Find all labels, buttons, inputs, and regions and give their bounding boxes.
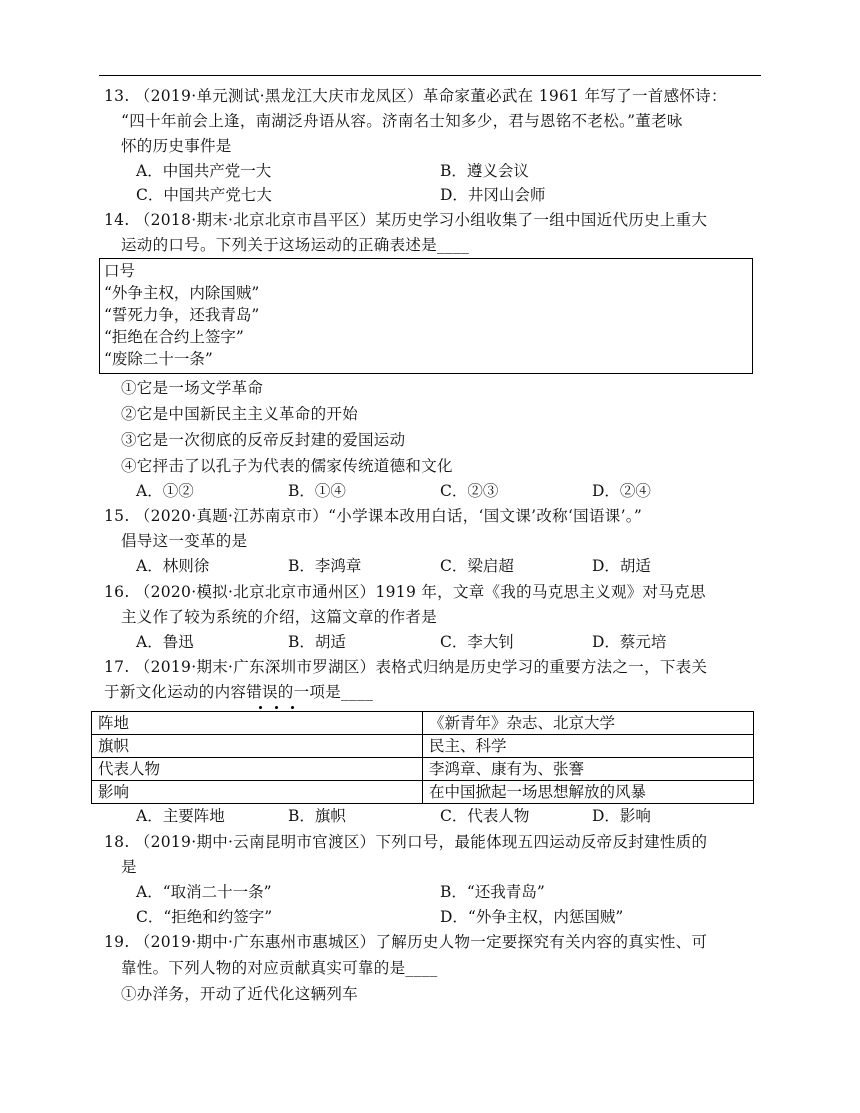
table-row [92,735,754,758]
q17-table [91,711,754,804]
table-cell: 李鸿章、康有为、张謇 [423,758,754,781]
q16-stem-line-2: 主义作了较为系统的介绍，这篇文章的作者是 [121,608,438,626]
q18-option-c[interactable]: C．“拒绝和约签字” [136,908,273,926]
q14-slogan-2: “誓死力争，还我青岛” [104,306,260,324]
emphasis-dot [275,706,278,709]
q14-stem-line-2: 运动的口号。下列关于这场运动的正确表述是____ [121,236,470,254]
q18-stem-line-2: 是 [121,858,137,876]
q13-option-a[interactable]: A．中国共产党一大 [136,162,272,180]
q14-statement-4: ④它抨击了以孔子为代表的儒家传统道德和文化 [121,457,453,475]
table-cell: 代表人物 [92,758,423,781]
q16-option-d[interactable]: D．蔡元培 [592,633,667,651]
q15-option-d[interactable]: D．胡适 [592,557,651,575]
q14-option-c[interactable]: C．②③ [440,482,499,500]
table-cell: 在中国掀起一场思想解放的风暴 [423,781,754,804]
q13-stem-line-2: “四十年前会上逢，南湖泛舟语从容。济南名士知多少，君与恩铭不老松。”董老咏 [121,112,683,130]
table-row [92,712,754,735]
emphasis-dot [259,706,262,709]
q16-option-a[interactable]: A．鲁迅 [136,633,194,651]
q17-option-c[interactable]: C．代表人物 [440,807,530,825]
q13-option-b[interactable]: B．遵义会议 [440,162,529,180]
q17-option-d[interactable]: D．影响 [592,807,651,825]
q14-option-b[interactable]: B．①④ [288,482,346,500]
q19-statement-1: ①办洋务，开动了近代化这辆列车 [121,985,359,1003]
q17-stem-line-1: 17. （2019·期末·广东深圳市罗湖区）表格式归纳是历史学习的重要方法之一，下表关 [104,658,708,676]
q14-slogan-box [99,258,753,374]
q18-option-a[interactable]: A．“取消二十一条” [136,883,272,901]
q13-option-c[interactable]: C．中国共产党七大 [136,186,272,204]
q14-slogan-4: “废除二十一条” [104,350,213,368]
q13-option-d[interactable]: D．井冈山会师 [440,186,546,204]
q16-option-b[interactable]: B．胡适 [288,633,346,651]
q17-option-a[interactable]: A．主要阵地 [136,807,225,825]
q14-option-a[interactable]: A．①② [136,482,194,500]
q13-stem-line-3: 怀的历史事件是 [121,137,232,155]
q14-box-heading: 口号 [104,262,136,280]
table-row [92,758,754,781]
q15-option-b[interactable]: B．李鸿章 [288,557,362,575]
q14-slogan-1: “外争主权，内除国贼” [104,284,260,302]
q14-slogan-3: “拒绝在合约上签字” [104,328,244,346]
table-cell: 影响 [92,781,423,804]
q15-option-a[interactable]: A．林则徐 [136,557,210,575]
q14-statement-2: ②它是中国新民主主义革命的开始 [121,405,359,423]
q14-statement-1: ①它是一场文学革命 [121,379,264,397]
q15-stem-line-1: 15. （2020·真题·江苏南京市）“小学课本改用白话，‘国文课’改称‘国语课’。” [104,507,643,525]
q18-option-d[interactable]: D．“外争主权，内惩国贼” [440,908,624,926]
header-rule [99,75,761,76]
q17-option-b[interactable]: B．旗帜 [288,807,346,825]
q18-stem-line-1: 18. （2019·期中·云南昆明市官渡区）下列口号，最能体现五四运动反帝反封建性质的 [104,833,708,851]
q17-stem-line-2: 于新文化运动的内容错误的一项是____ [104,683,374,701]
table-cell: 民主、科学 [423,735,754,758]
table-row [92,781,754,804]
table-cell: 旗帜 [92,735,423,758]
table-cell: 阵地 [92,712,423,735]
q19-stem-line-2: 靠性。下列人物的对应贡献真实可靠的是____ [121,959,438,977]
q19-stem-line-1: 19. （2019·期中·广东惠州市惠城区）了解历史人物一定要探究有关内容的真实性、可 [104,933,708,951]
q14-stem-line-1: 14. （2018·期末·北京北京市昌平区）某历史学习小组收集了一组中国近代历史上重大 [104,211,708,229]
table-cell: 《新青年》杂志、北京大学 [423,712,754,735]
q18-option-b[interactable]: B．“还我青岛” [440,883,545,901]
q13-stem-line-1: 13. （2019·单元测试·黑龙江大庆市龙凤区）革命家董必武在 1961 年写了一首感怀诗： [104,87,727,105]
emphasis-dot [291,706,294,709]
q16-stem-line-1: 16. （2020·模拟·北京北京市通州区）1919 年，文章《我的马克思主义观》对马克思 [104,583,706,601]
q15-option-c[interactable]: C．梁启超 [440,557,514,575]
q16-option-c[interactable]: C．李大钊 [440,633,514,651]
q14-option-d[interactable]: D．②④ [592,482,651,500]
q14-statement-3: ③它是一次彻底的反帝反封建的爱国运动 [121,431,406,449]
q15-stem-line-2: 倡导这一变革的是 [121,532,248,550]
